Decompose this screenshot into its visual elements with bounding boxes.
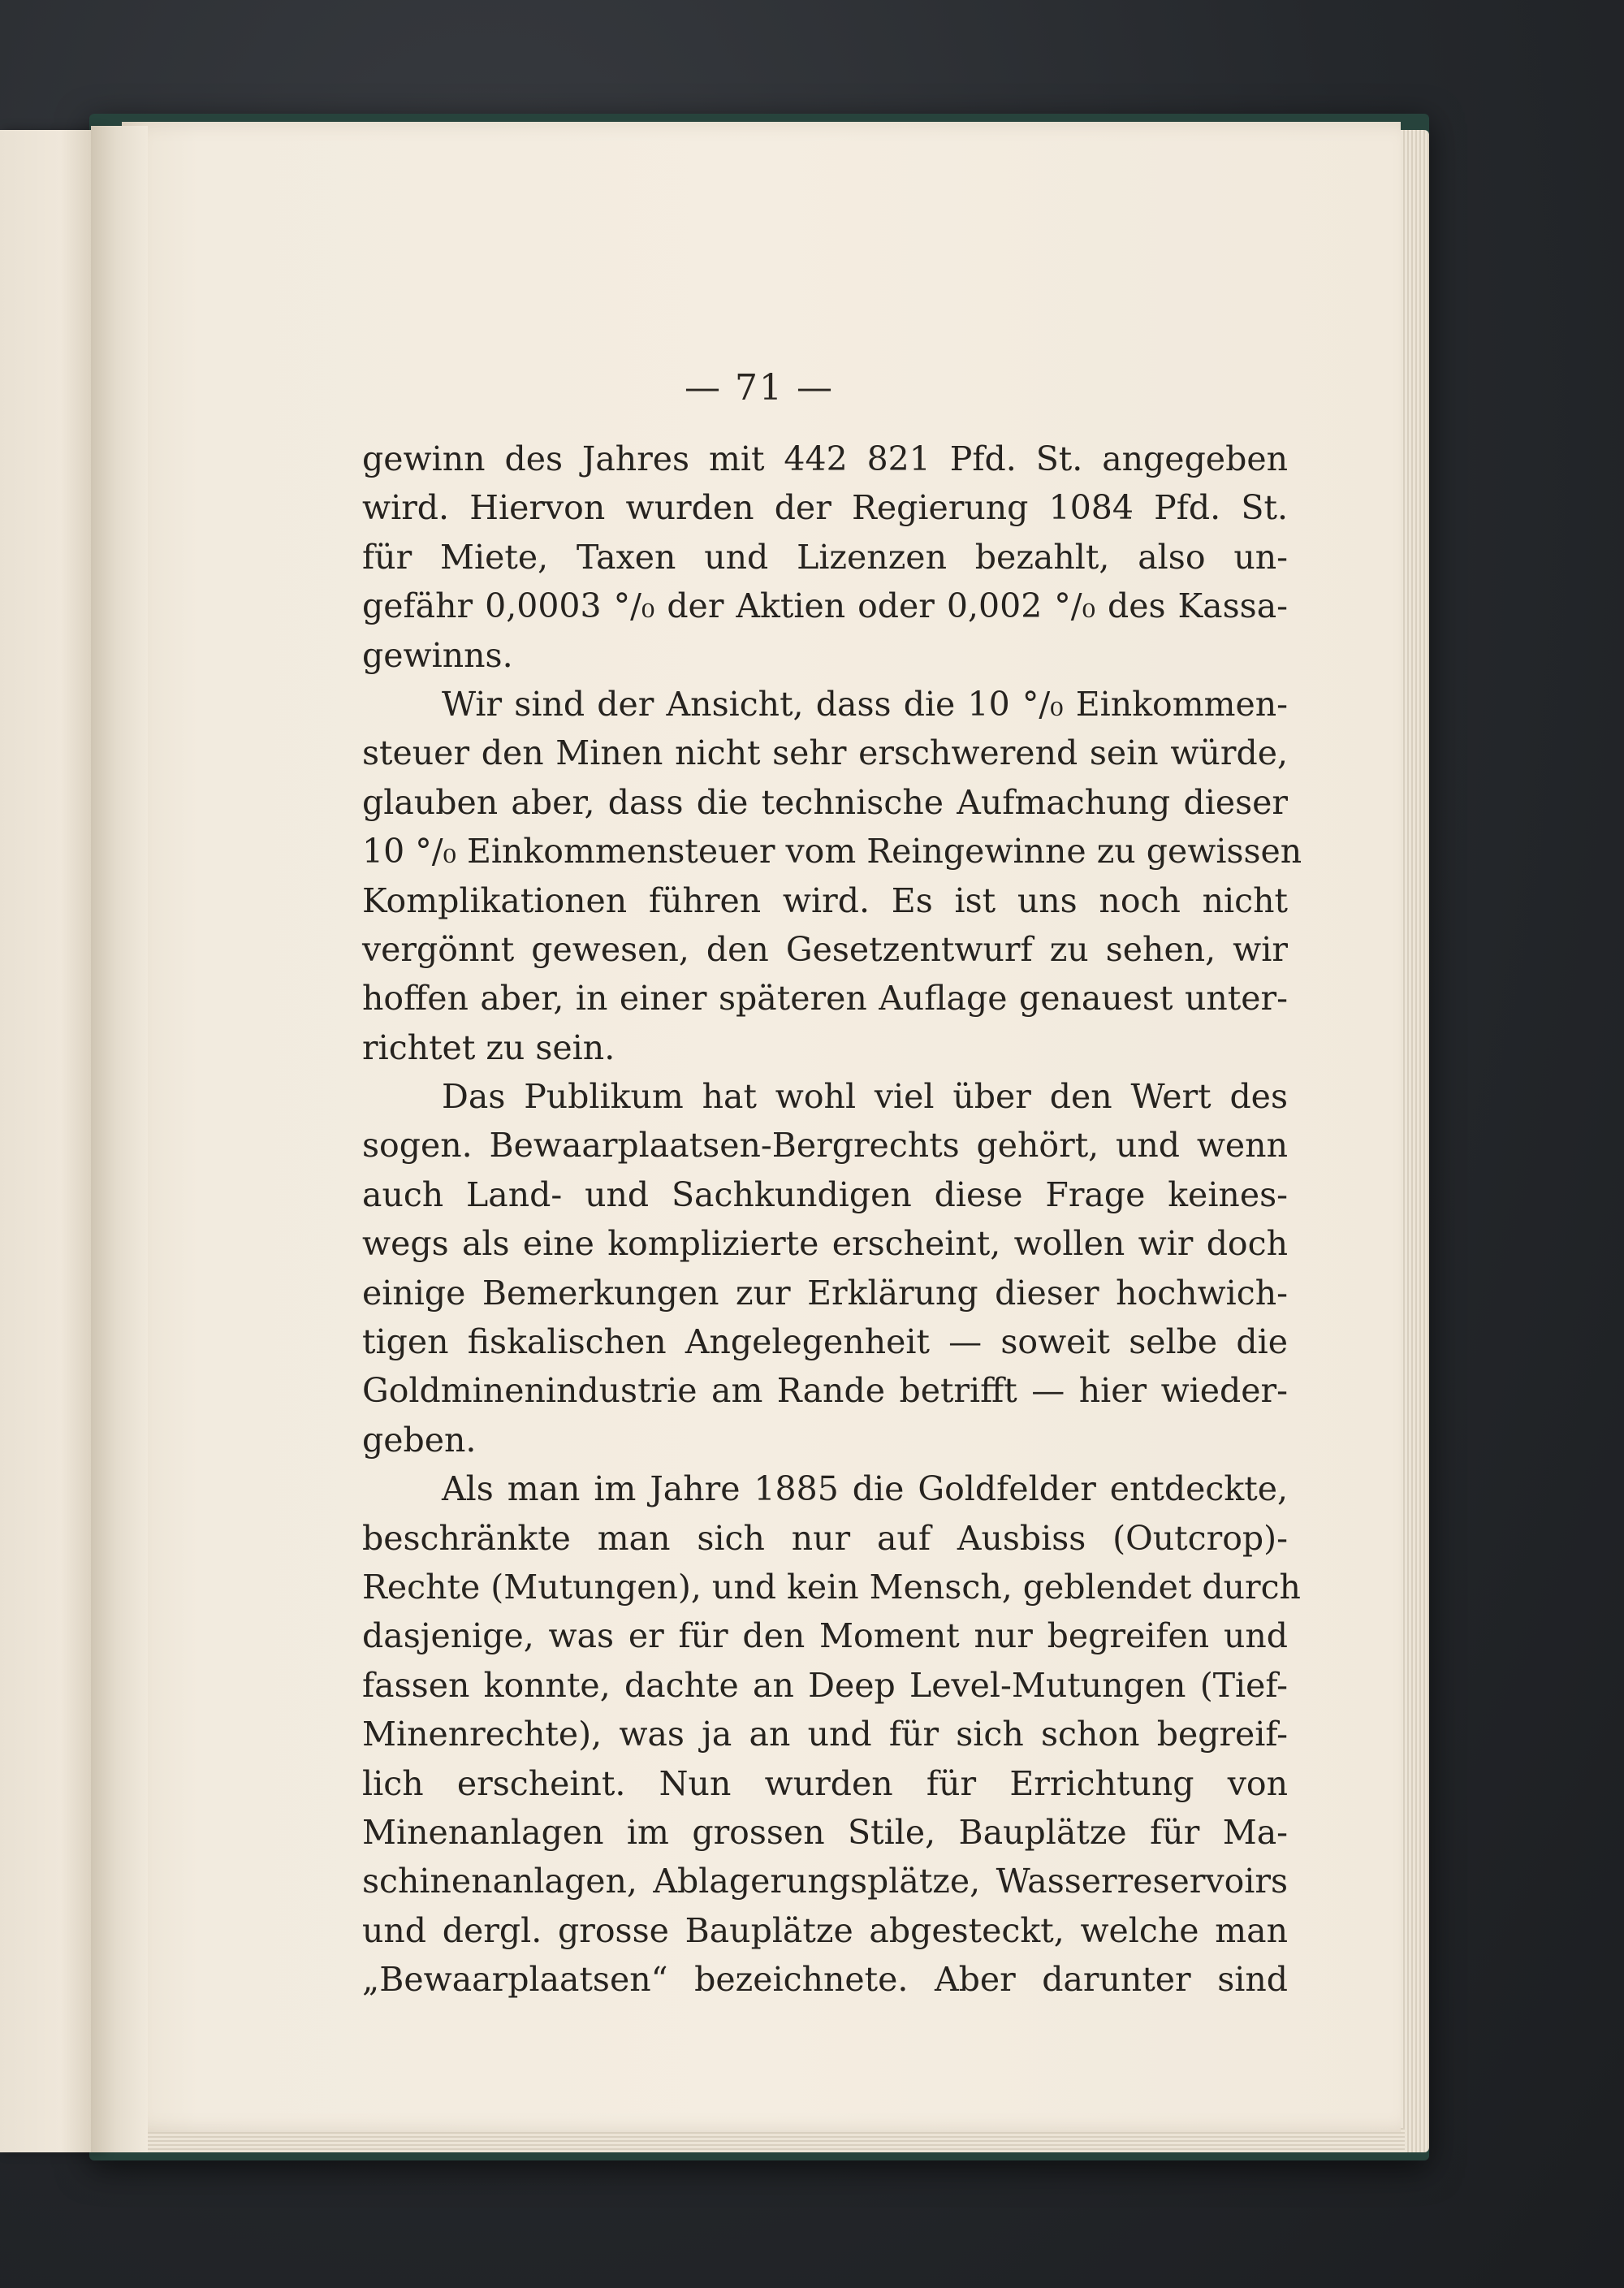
text-line: für Miete, Taxen und Lizenzen bezahlt, also un- (362, 537, 1288, 577)
text-line: lich erscheint. Nun wurden für Errichtung von (362, 1763, 1288, 1803)
text-line: gewinns. (362, 635, 513, 675)
text-line: Komplikationen führen wird. Es ist uns noch nicht (362, 880, 1288, 920)
text-line: einige Bemerkungen zur Erklärung dieser hochwich- (362, 1273, 1288, 1313)
text-line: tigen fiskalischen Angelegenheit — soweit selbe die (362, 1322, 1288, 1362)
text-line: auch Land- und Sachkundigen diese Frage keines- (362, 1174, 1288, 1214)
text-line: fassen konnte, dachte an Deep Level-Mutungen (Tief- (362, 1665, 1288, 1705)
text-line: geben. (362, 1420, 477, 1460)
text-line: vergönnt gewesen, den Gesetzentwurf zu sehen, wir (362, 929, 1288, 969)
text-line: Als man im Jahre 1885 die Goldfelder entdeckte, (442, 1469, 1288, 1509)
text-line: hoffen aber, in einer späteren Auflage genauest unter- (362, 979, 1288, 1019)
text-line: und dergl. grosse Bauplätze abgesteckt, welche man (362, 1910, 1288, 1950)
text-line: steuer den Minen nicht sehr erschwerend sein würde, (362, 733, 1288, 773)
text-line: dasjenige, was er für den Moment nur begreifen und (362, 1616, 1288, 1656)
left-page-edge (0, 130, 102, 2152)
text-line: glauben aber, dass die technische Aufmachung dieser (362, 782, 1288, 822)
text-line: richtet zu sein. (362, 1027, 615, 1067)
page-number: — 71 — (685, 367, 834, 409)
text-line: gewinn des Jahres mit 442 821 Pfd. St. angegeben (362, 439, 1288, 478)
text-line: schinenanlagen, Ablagerungsplätze, Wasserreservoirs (362, 1862, 1288, 1901)
text-line: „Bewaarplaatsen“ bezeichnete. Aber darunter sind (362, 1960, 1288, 2000)
text-line: wegs als eine komplizierte erscheint, wollen wir doch (362, 1224, 1288, 1264)
text-line: gefähr 0,0003 °/₀ der Aktien oder 0,002 °/₀ des Kassa- (362, 586, 1288, 626)
book-page (122, 122, 1401, 2132)
text-line: beschränkte man sich nur auf Ausbiss (Outcrop)- (362, 1518, 1288, 1558)
body-text (362, 435, 1302, 2005)
text-line: Das Publikum hat wohl viel über den Wert des (442, 1077, 1288, 1117)
text-line: Wir sind der Ansicht, dass die 10 °/₀ Einkommen- (442, 684, 1288, 724)
text-line: wird. Hiervon wurden der Regierung 1084 Pfd. St. (362, 488, 1288, 528)
text-line: 10 °/₀ Einkommensteuer vom Reingewinne zu gewissen (362, 832, 1302, 872)
text-line: Minenanlagen im grossen Stile, Bauplätze für Ma- (362, 1812, 1288, 1852)
book-gutter (91, 126, 148, 2152)
text-line: sogen. Bewaarplaatsen-Bergrechts gehört, und wenn (362, 1126, 1288, 1166)
text-line: Goldminenindustrie am Rande betrifft — hier wieder- (362, 1371, 1288, 1411)
text-line: Rechte (Mutungen), und kein Mensch, geblendet durch (362, 1567, 1301, 1607)
text-line: Minenrechte), was ja an und für sich schon begreif- (362, 1715, 1288, 1754)
